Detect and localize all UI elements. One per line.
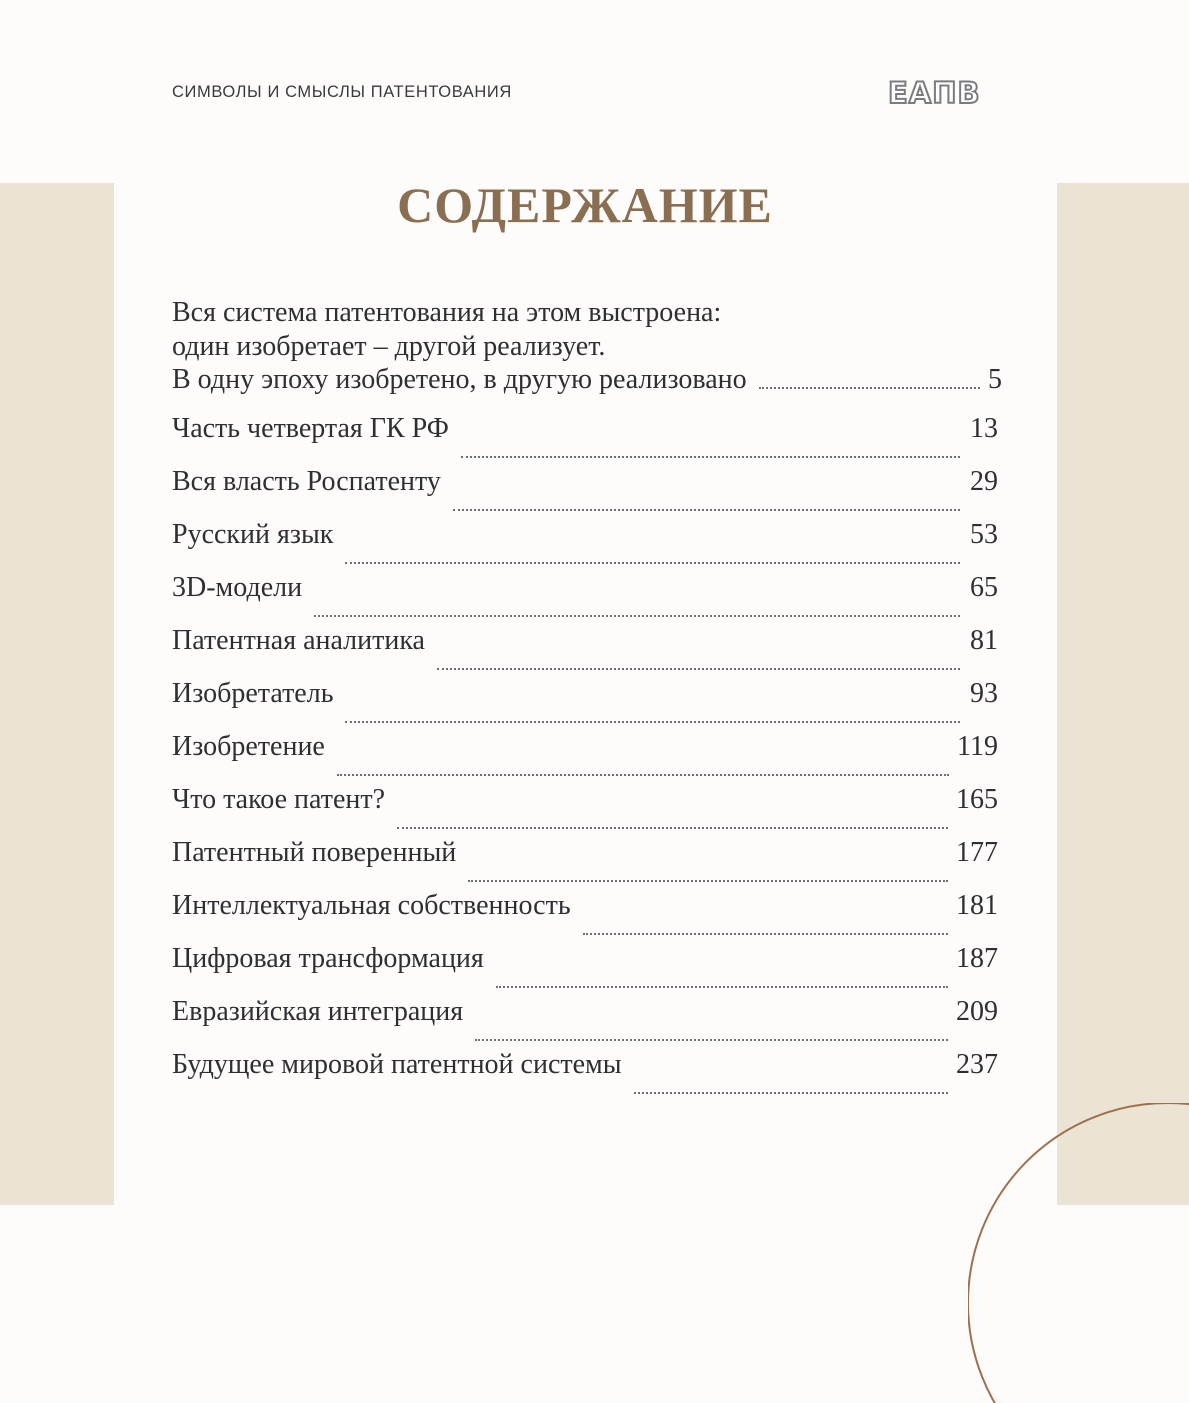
right-decorative-band	[1057, 183, 1189, 1205]
toc-entry[interactable]	[172, 678, 998, 731]
dot-leader	[475, 1039, 948, 1041]
toc-entry[interactable]	[172, 625, 998, 678]
toc-page-number: 165	[956, 784, 998, 815]
intro-line-2: один изобретает – другой реализует.	[172, 330, 606, 362]
toc-page-number: 181	[956, 890, 998, 921]
decorative-circle-arc	[968, 1103, 1189, 1403]
left-decorative-band	[0, 183, 114, 1205]
toc-entry[interactable]	[172, 1049, 998, 1102]
toc-entry-title: Часть четвертая ГК РФ	[172, 413, 449, 444]
toc-entry-title: Цифровая трансформация	[172, 943, 484, 974]
dot-leader	[453, 509, 960, 511]
toc-entry-title: 3D-модели	[172, 572, 303, 603]
dot-leader	[468, 880, 948, 882]
toc-page-number: 29	[970, 466, 998, 497]
toc-entry[interactable]	[172, 519, 998, 572]
dot-leader	[759, 387, 980, 389]
toc-entry[interactable]	[172, 572, 998, 625]
toc-entry-intro[interactable]	[172, 296, 1002, 397]
toc-page-number: 13	[970, 413, 998, 444]
toc-entry[interactable]	[172, 943, 998, 996]
intro-line-1: Вся система патентования на этом выстроена:	[172, 297, 722, 328]
table-of-contents	[172, 413, 998, 1102]
toc-entry[interactable]	[172, 996, 998, 1049]
toc-entry[interactable]	[172, 731, 998, 784]
toc-entry[interactable]	[172, 784, 998, 837]
toc-entry-title: Будущее мировой патентной системы	[172, 1049, 622, 1080]
toc-page-number: 187	[956, 943, 998, 974]
toc-entry-title: Патентная аналитика	[172, 625, 425, 656]
toc-page-number: 119	[957, 731, 998, 762]
toc-entry-title: Русский язык	[172, 519, 334, 550]
running-header: СИМВОЛЫ И СМЫСЛЫ ПАТЕНТОВАНИЯ	[172, 83, 512, 101]
dot-leader	[345, 721, 960, 723]
toc-page-number: 209	[956, 996, 998, 1027]
toc-entry[interactable]	[172, 413, 998, 466]
dot-leader	[461, 456, 960, 458]
toc-entry-title: Евразийская интеграция	[172, 996, 464, 1027]
dot-leader	[496, 986, 948, 988]
toc-page-number: 177	[956, 837, 998, 868]
toc-entry-title: Изобретатель	[172, 678, 334, 709]
publisher-logo: ЕАПВ	[888, 76, 981, 110]
intro-line-3: В одну эпоху изобретено, в другую реализовано	[172, 364, 747, 395]
toc-entry-title: Интеллектуальная собственность	[172, 890, 571, 921]
dot-leader	[397, 827, 948, 829]
toc-entry[interactable]	[172, 837, 998, 890]
toc-entry[interactable]	[172, 890, 998, 943]
toc-page-number: 93	[970, 678, 998, 709]
dot-leader	[583, 933, 948, 935]
dot-leader	[437, 668, 960, 670]
intro-page-number: 5	[988, 364, 1002, 395]
toc-entry-title: Патентный поверенный	[172, 837, 457, 868]
dot-leader	[345, 562, 960, 564]
toc-page-number: 237	[956, 1049, 998, 1080]
dot-leader	[634, 1092, 948, 1094]
page-title: СОДЕРЖАНИЕ	[397, 177, 773, 233]
toc-entry-title: Изобретение	[172, 731, 325, 762]
toc-entry[interactable]	[172, 466, 998, 519]
dot-leader	[337, 774, 949, 776]
dot-leader	[314, 615, 960, 617]
toc-page-number: 65	[970, 572, 998, 603]
toc-entry-title: Что такое патент?	[172, 784, 386, 815]
toc-page-number: 53	[970, 519, 998, 550]
toc-entry-title: Вся власть Роспатенту	[172, 466, 441, 497]
toc-page-number: 81	[970, 625, 998, 656]
